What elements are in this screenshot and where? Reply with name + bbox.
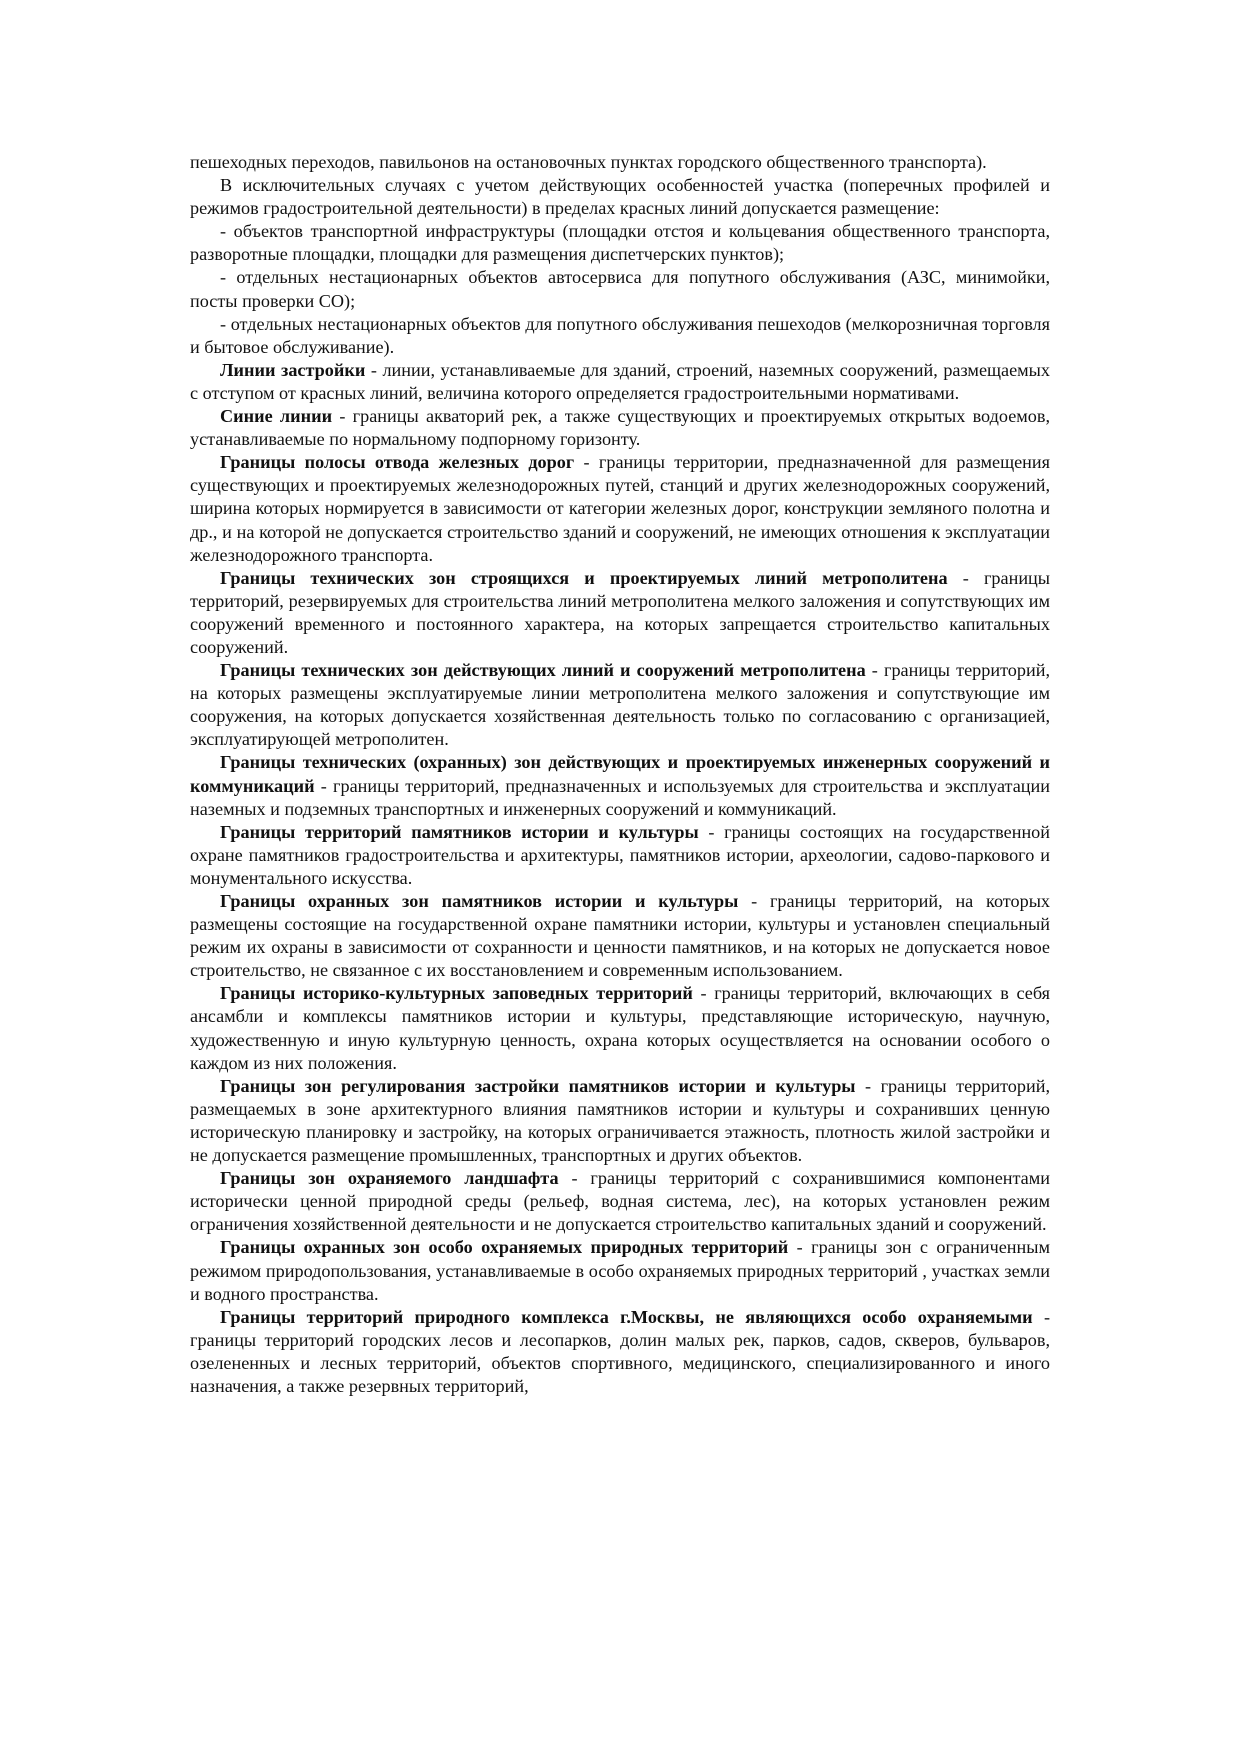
definition-nature-protection-zones bbox=[190, 1236, 1050, 1305]
definition-text: - границы состоящих на государственной охране памятников градостроительства и архитектуры, памятников истории, археологии, садово-паркового и монументального искусства. bbox=[190, 821, 1051, 888]
paragraph-intro-continuation bbox=[190, 151, 1050, 174]
definition-term: Границы зон регулирования застройки памятников истории и культуры bbox=[220, 1075, 856, 1096]
document-page bbox=[190, 151, 1050, 1398]
definition-text: - границы территорий, на которых размещены эксплуатируемые линии метрополитена мелкого заложения и сопутствующие им сооружения, на которых допускается хозяйственная деятельность только по согласованию с организацией, эксплуатирующей метрополитен. bbox=[190, 660, 1051, 750]
definition-metro-planned-zones bbox=[190, 567, 1050, 659]
definition-term: Синие линии bbox=[220, 406, 333, 427]
definition-text: - границы территорий, резервируемых для строительства линий метрополитена мелкого заложения и сопутствующих им сооружений временного и постоянного характера, на которых запрещается строительство капитальных сооружений. bbox=[190, 567, 1051, 657]
definition-protected-landscape bbox=[190, 1167, 1050, 1236]
definition-text: - границы территорий, предназначенных и используемых для строительства и эксплуатации наземных и подземных транспортных и инженерных сооружений и коммуникаций. bbox=[190, 775, 1050, 819]
definition-text: - границы территорий, включающих в себя ансамбли и комплексы памятников истории и культуры, представляющие историческую, научную, художественную и иную культурную ценность, охрана которых осуществляется на основании особого о каждом из них положения. bbox=[190, 983, 1050, 1073]
definition-term: Границы полосы отвода железных дорог bbox=[220, 452, 575, 473]
definition-term: Границы охранных зон особо охраняемых природных территорий bbox=[220, 1237, 789, 1258]
definition-term: Границы технических зон строящихся и проектируемых линий метрополитена bbox=[220, 567, 948, 588]
definition-heritage-reserves bbox=[190, 982, 1050, 1074]
definition-development-regulation-zones bbox=[190, 1075, 1050, 1167]
definition-term: Границы технических (охранных) зон действующих и проектируемых инженерных сооружений и коммуникаций bbox=[190, 752, 1050, 796]
paragraph-text: - отдельных нестационарных объектов автосервиса для попутного обслуживания (АЗС, минимойки, посты проверки СО); bbox=[190, 267, 1050, 311]
definition-text: - границы акваторий рек, а также существующих и проектируемых открытых водоемов, устанавливаемые по нормальному подпорному горизонту. bbox=[190, 406, 1051, 450]
definition-text: - границы зон с ограниченным режимом природопользования, устанавливаемые в особо охраняемых природных территорий , участках земли и водного пространства. bbox=[190, 1237, 1050, 1304]
definition-text: - границы территорий, на которых размещены состоящие на государственной охране памятники истории, культуры и установлен специальный режим их охраны в зависимости от сохранности и ценности памятников, и на которых не допускается новое строительство, не связанное с их восстановлением и современным использованием. bbox=[190, 891, 1051, 981]
definition-railway-strip bbox=[190, 451, 1050, 566]
definition-term: Границы историко-культурных заповедных территорий bbox=[220, 983, 693, 1004]
definition-text: - границы территорий городских лесов и лесопарков, долин малых рек, парков, садов, скверов, бульваров, озелененных и лесных территорий, объектов спортивного, медицинского, специализированного и иного назначения, а также резервных территорий, bbox=[190, 1306, 1050, 1396]
definition-text: - линии, устанавливаемые для зданий, строений, наземных сооружений, размещаемых с отступом от красных линий, величина которого определяется градостроительными нормативами. bbox=[190, 359, 1050, 403]
definition-text: - границы территорий с сохранившимися компонентами исторически ценной природной среды (рельеф, водная система, лес), на которых установлен режим ограничения хозяйственной деятельности и не допускается строительство капитальных зданий и сооружений. bbox=[190, 1168, 1050, 1235]
definition-term: Линии застройки bbox=[220, 359, 366, 380]
definition-building-lines bbox=[190, 359, 1050, 405]
list-item-pedestrian-service bbox=[190, 313, 1050, 359]
definition-blue-lines bbox=[190, 405, 1050, 451]
definition-metro-existing-zones bbox=[190, 659, 1050, 751]
paragraph-text: пешеходных переходов, павильонов на остановочных пунктах городского общественного транспорта). bbox=[190, 152, 987, 172]
definition-term: Границы зон охраняемого ландшафта bbox=[220, 1168, 559, 1189]
list-item-transport-infrastructure bbox=[190, 220, 1050, 266]
definition-text: - границы территории, предназначенной для размещения существующих и проектируемых железнодорожных путей, станций и других железнодорожных сооружений, ширина которых нормируется в зависимости от категории железных дорог, конструкции земляного полотна и др., и на которой не допускается строительство зданий и сооружений, не имеющих отношения к эксплуатации железнодорожного транспорта. bbox=[190, 452, 1050, 565]
paragraph-text: - объектов транспортной инфраструктуры (площадки отстоя и кольцевания общественного транспорта, разворотные площадки, площадки для размещения диспетчерских пунктов); bbox=[190, 221, 1050, 265]
paragraph-text: В исключительных случаях с учетом действующих особенностей участка (поперечных профилей и режимов градостроительной деятельности) в пределах красных линий допускается размещение: bbox=[190, 175, 1050, 219]
definition-term: Границы охранных зон памятников истории и культуры bbox=[220, 891, 739, 911]
definition-term: Границы технических зон действующих линий и сооружений метрополитена bbox=[220, 660, 866, 681]
definition-monument-protection-zones bbox=[190, 890, 1050, 982]
paragraph-exceptions bbox=[190, 174, 1050, 220]
definition-engineering-zones bbox=[190, 751, 1050, 820]
definition-natural-complex bbox=[190, 1306, 1050, 1398]
definition-text: - границы территорий, размещаемых в зоне архитектурного влияния памятников истории и культуры и сохранивших ценную историческую планировку и застройку, на которых ограничивается этажность, плотность жилой застройки и не допускается размещение промышленных, транспортных и других объектов. bbox=[190, 1075, 1050, 1166]
definition-term: Границы территорий природного комплекса г.Москвы, не являющихся особо охраняемыми bbox=[220, 1306, 1033, 1327]
list-item-autoservice bbox=[190, 266, 1050, 312]
paragraph-text: - отдельных нестационарных объектов для попутного обслуживания пешеходов (мелкорозничная торговля и бытовое обслуживание). bbox=[190, 313, 1050, 357]
definition-term: Границы территорий памятников истории и культуры bbox=[220, 821, 699, 842]
definition-monument-territories bbox=[190, 821, 1050, 890]
